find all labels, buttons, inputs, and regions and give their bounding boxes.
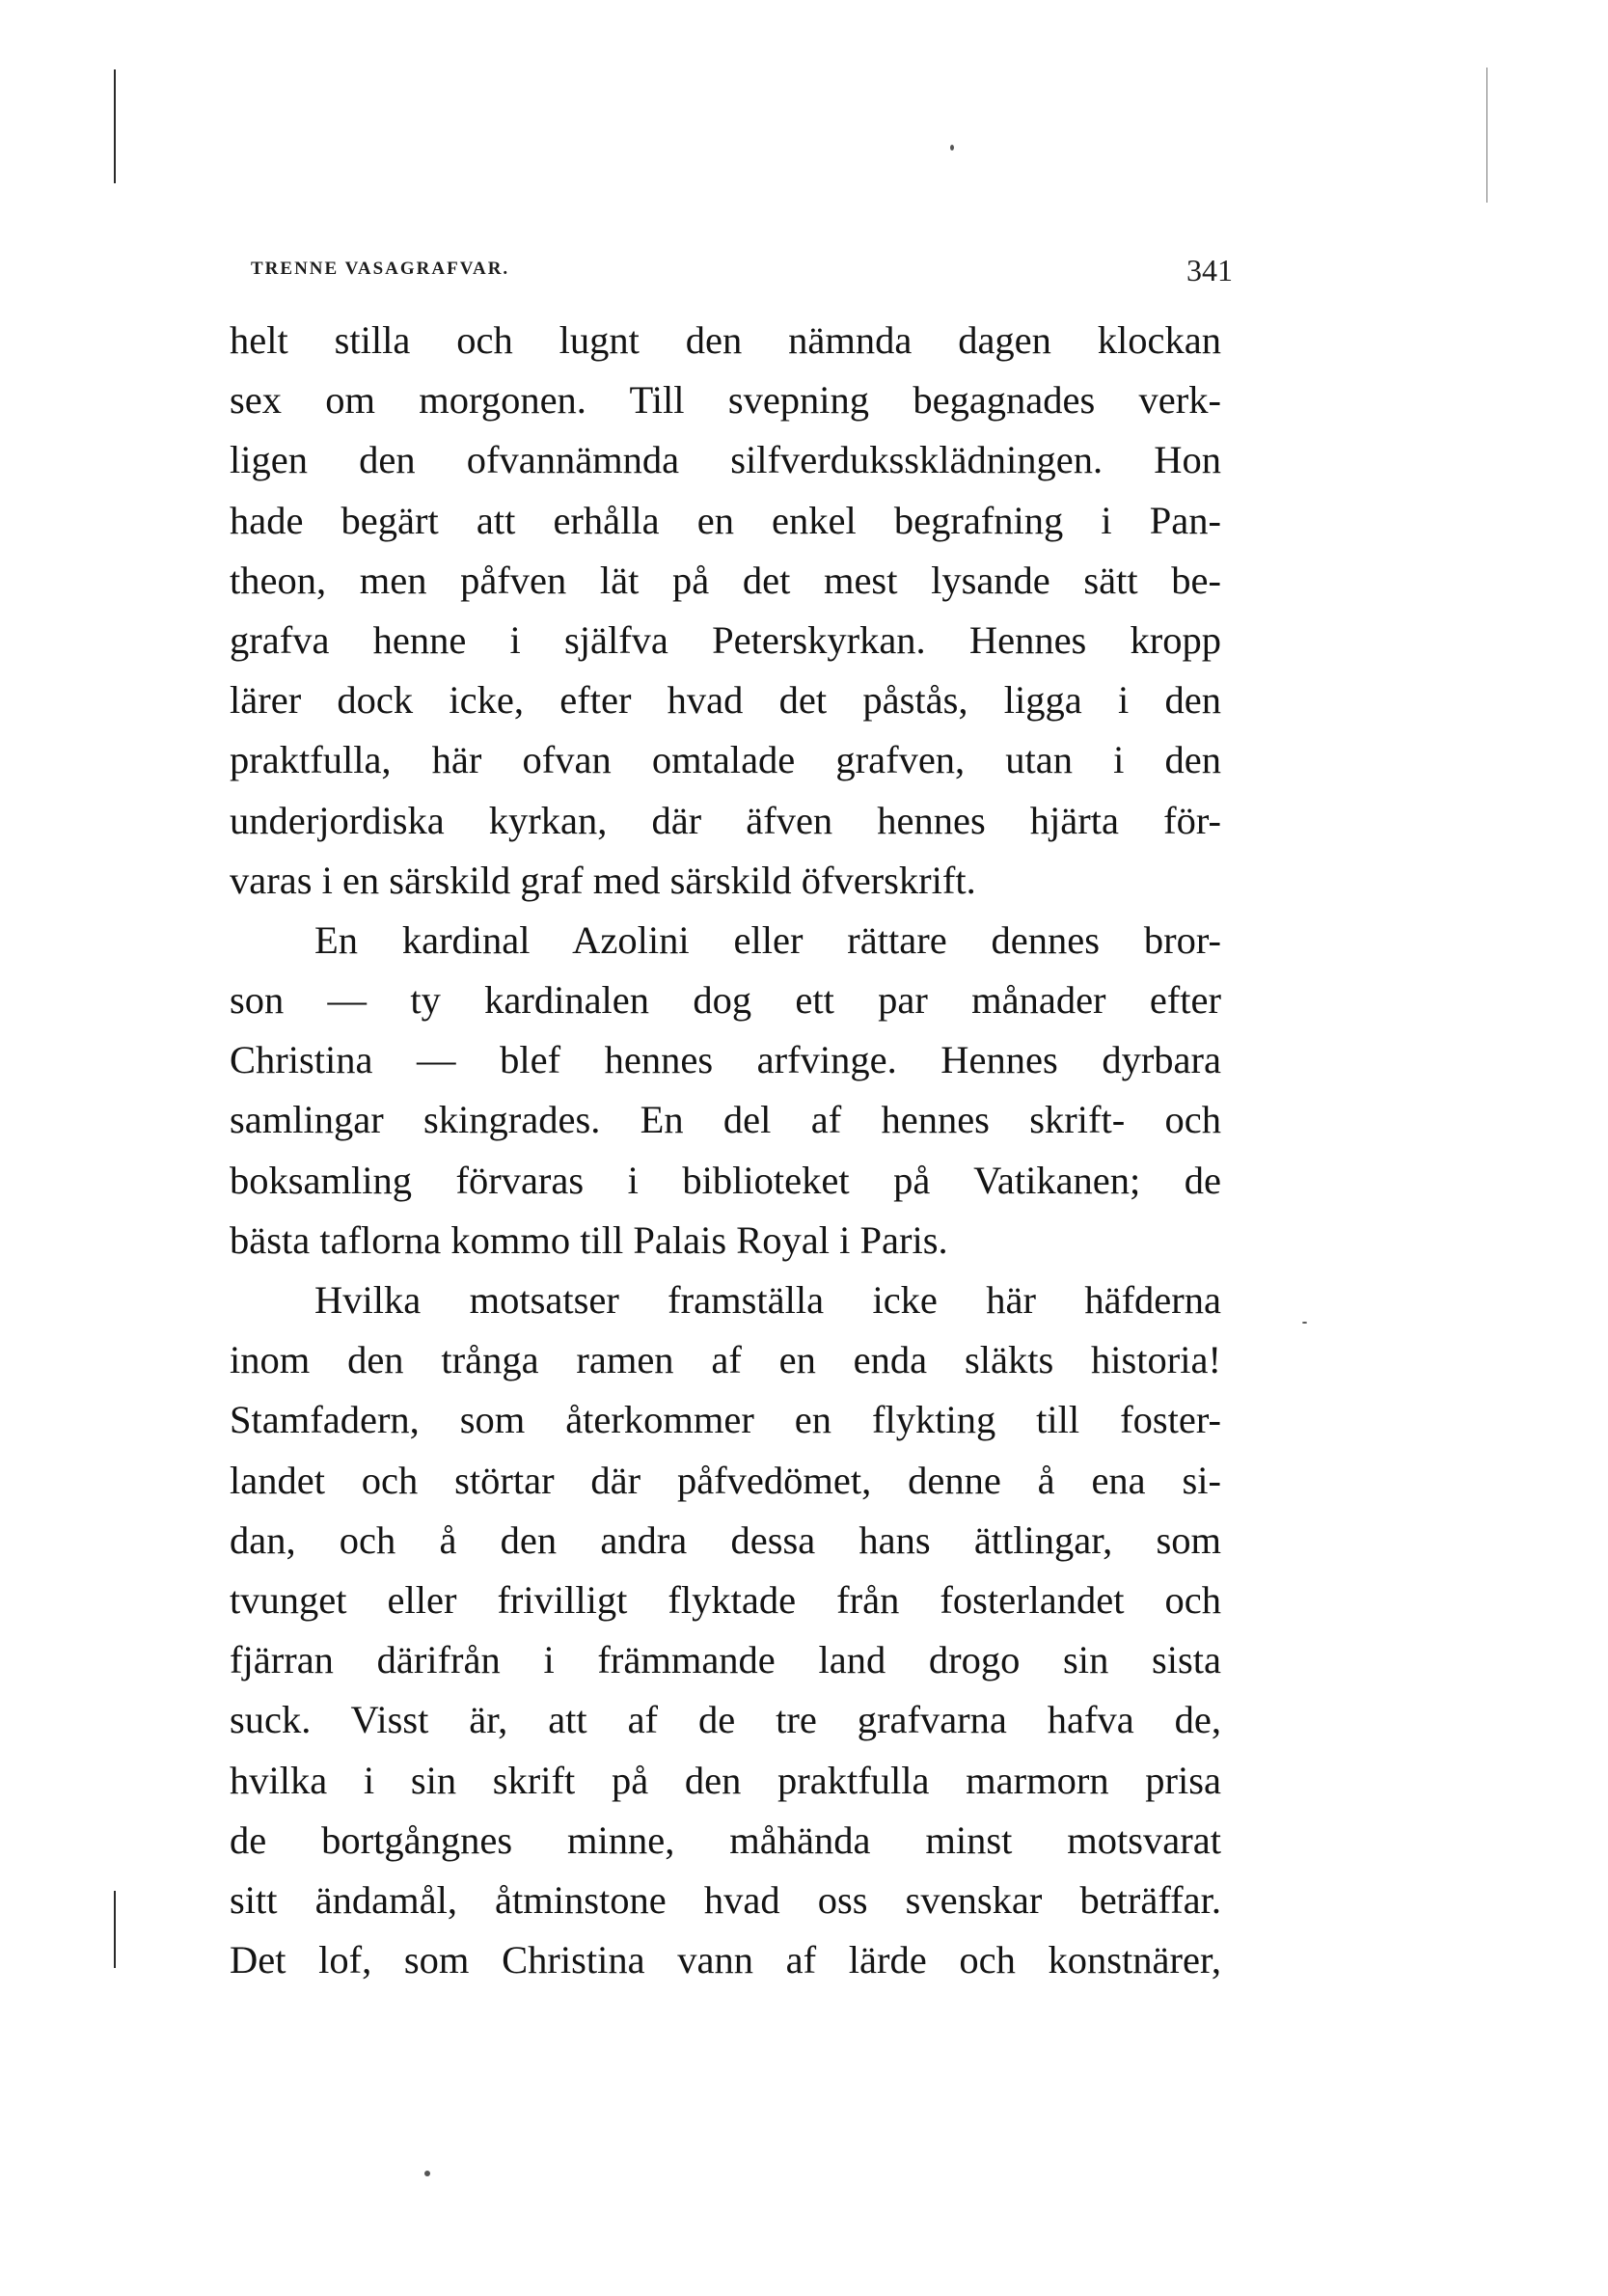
text-line: Hvilka motsatser framställa icke här häfderna: [314, 1278, 1221, 1322]
text-line: tvunget eller frivilligt flyktade från fosterlandet och: [230, 1577, 1221, 1622]
text-line: En kardinal Azolini eller rättare dennes bror-: [314, 917, 1221, 962]
text-line: grafva henne i själfva Peterskyrkan. Hennes kropp: [230, 617, 1221, 662]
text-line: Stamfadern, som återkommer en flykting till foster-: [230, 1398, 1221, 1442]
text-line: Christina — blef hennes arfvinge. Hennes dyrbara: [230, 1038, 1221, 1082]
paragraph: [230, 911, 1221, 1271]
text-line: de bortgångnes minne, måhända minst motsvarat: [230, 1818, 1221, 1862]
body-text: [230, 311, 1221, 1990]
text-line: varas i en särskild graf med särskild öfverskrift.: [230, 858, 976, 902]
scan-edge-mark-top-left: [114, 69, 116, 183]
text-line: hade begärt att erhålla en enkel begrafning i Pan-: [230, 498, 1221, 542]
paragraph: [230, 311, 1221, 911]
scan-speck: [424, 2171, 430, 2176]
running-head: TRENNE VASAGRAFVAR.: [251, 259, 510, 279]
text-line: dan, och å den andra dessa hans ättlingar, som: [230, 1517, 1221, 1562]
text-line: praktfulla, här ofvan omtalade grafven, utan i den: [230, 738, 1221, 782]
text-line: helt stilla och lugnt den nämnda dagen klockan: [230, 318, 1221, 362]
page-header: [230, 253, 1233, 291]
text-line: son — ty kardinalen dog ett par månader efter: [230, 978, 1221, 1023]
scan-speck: [950, 145, 954, 150]
text-line: boksamling förvaras i biblioteket på Vatikanen; de: [230, 1158, 1221, 1202]
text-line: suck. Visst är, att af de tre grafvarna hafva de,: [230, 1698, 1221, 1742]
text-line: ligen den ofvannämnda silfverdukssklädningen. Hon: [230, 438, 1221, 482]
scan-edge-mark-bottom-left: [114, 1891, 116, 1968]
text-line: fjärran därifrån i främmande land drogo sin sista: [230, 1638, 1221, 1682]
text-line: sex om morgonen. Till svepning begagnades verk-: [230, 378, 1221, 423]
text-line: Det lof, som Christina vann af lärde och konstnärer,: [230, 1938, 1221, 1982]
text-line: inom den trånga ramen af en enda släkts historia!: [230, 1338, 1221, 1382]
scan-speck: [1302, 1322, 1307, 1324]
text-line: theon, men påfven lät på det mest lysande sätt be-: [230, 558, 1221, 602]
text-line: hvilka i sin skrift på den praktfulla marmorn prisa: [230, 1758, 1221, 1802]
page-number: 341: [1186, 253, 1233, 287]
text-line: lärer dock icke, efter hvad det påstås, ligga i den: [230, 678, 1221, 723]
text-line: bästa taflorna kommo till Palais Royal i Paris.: [230, 1217, 948, 1262]
text-line: samlingar skingrades. En del af hennes skrift- och: [230, 1098, 1221, 1142]
text-line: sitt ändamål, åtminstone hvad oss svenskar beträffar.: [230, 1877, 1221, 1922]
paragraph: [230, 1271, 1221, 1990]
text-line: underjordiska kyrkan, där äfven hennes hjärta för-: [230, 798, 1221, 842]
text-line: landet och störtar där påfvedömet, denne å ena si-: [230, 1458, 1221, 1502]
scan-edge-mark-top-right: [1486, 68, 1487, 203]
